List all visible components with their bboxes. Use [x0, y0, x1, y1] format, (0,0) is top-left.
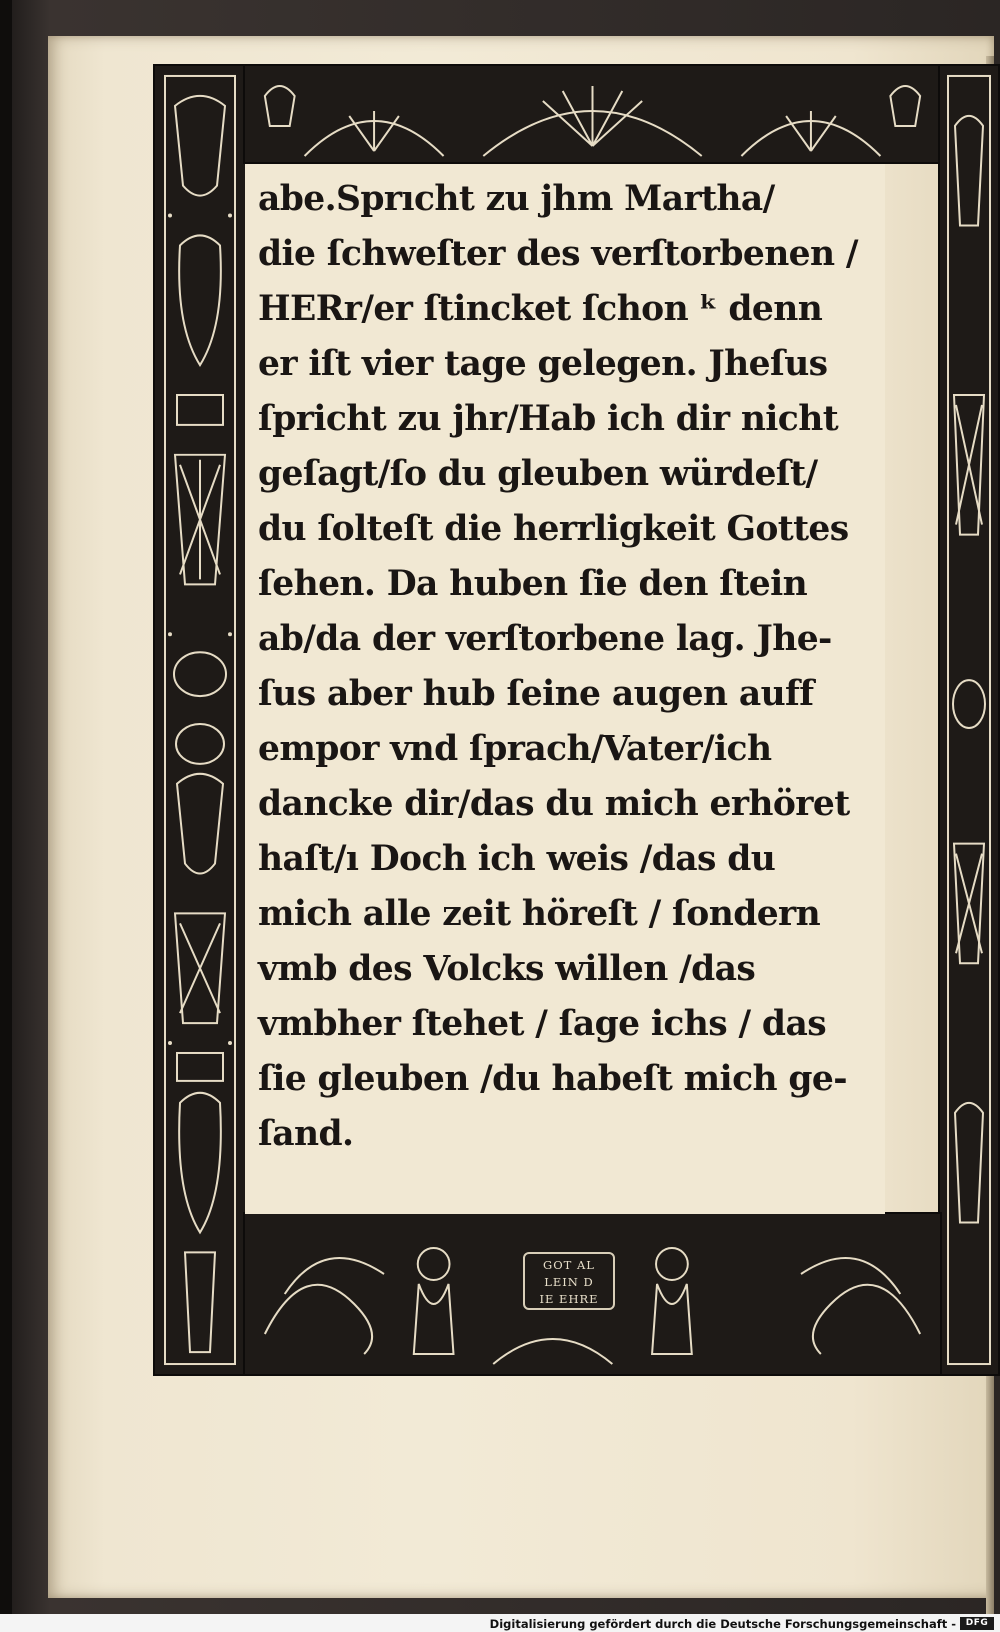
text-line: haſt/ı Doch ich weis /das du [258, 839, 776, 879]
left-column-ornament [155, 66, 245, 1374]
text-line: du ſolteſt die herrligkeit Gottes [258, 509, 849, 549]
dfg-logo: DFG [960, 1617, 994, 1630]
text-line: vmbher ſtehet / ſage ichs / das [258, 1004, 827, 1044]
motto-line: IE EHRE [539, 1292, 599, 1306]
border-left-column [153, 64, 247, 1376]
text-line: die ſchweſter des verſtorbenen / [258, 234, 858, 274]
text-line: geſagt/ſo du gleuben würdeſt/ [258, 454, 818, 494]
text-line: dancke dir/das du mich erhöret [258, 784, 850, 824]
text-line: mich alle zeit höreſt / ſondern [258, 894, 821, 934]
top-band-ornament [245, 66, 940, 162]
text-line: empor vnd ſprach/Vater/ich [258, 729, 772, 769]
text-line: ſehen. Da huben ſie den ſtein [258, 564, 808, 604]
motto-line: LEIN D [544, 1275, 594, 1289]
footer-bar [0, 1614, 1000, 1632]
text-line: er iſt vier tage gelegen. Jheſus [258, 344, 828, 384]
text-line: ſus aber hub ſeine augen auff [258, 674, 814, 714]
book-gutter [0, 0, 12, 1632]
motto-line: GOT AL [543, 1258, 595, 1272]
text-line: ſand. [258, 1114, 354, 1154]
text-line: vmb des Volcks willen /das [258, 949, 756, 989]
fraktur-text-block [258, 172, 890, 1162]
text-line: ſie gleuben /du habeſt mich ge- [258, 1059, 847, 1099]
funding-credit: Digitalisierung gefördert durch die Deutsche Forschungsgemeinschaft - [489, 1617, 956, 1631]
text-line: HERr/er ſtincket ſchon ᵏ denn [258, 289, 823, 329]
border-right-column [938, 64, 1000, 1376]
border-top-band [243, 64, 942, 164]
right-column-ornament [940, 66, 998, 1374]
text-line: abe.Sprıcht zu jhm Martha/ [258, 179, 775, 219]
text-line: ab/da der verſtorbene lag. Jhe- [258, 619, 832, 659]
text-line: ſpricht zu jhr/Hab ich dir nicht [258, 399, 839, 439]
motto-cartouche [523, 1252, 615, 1310]
